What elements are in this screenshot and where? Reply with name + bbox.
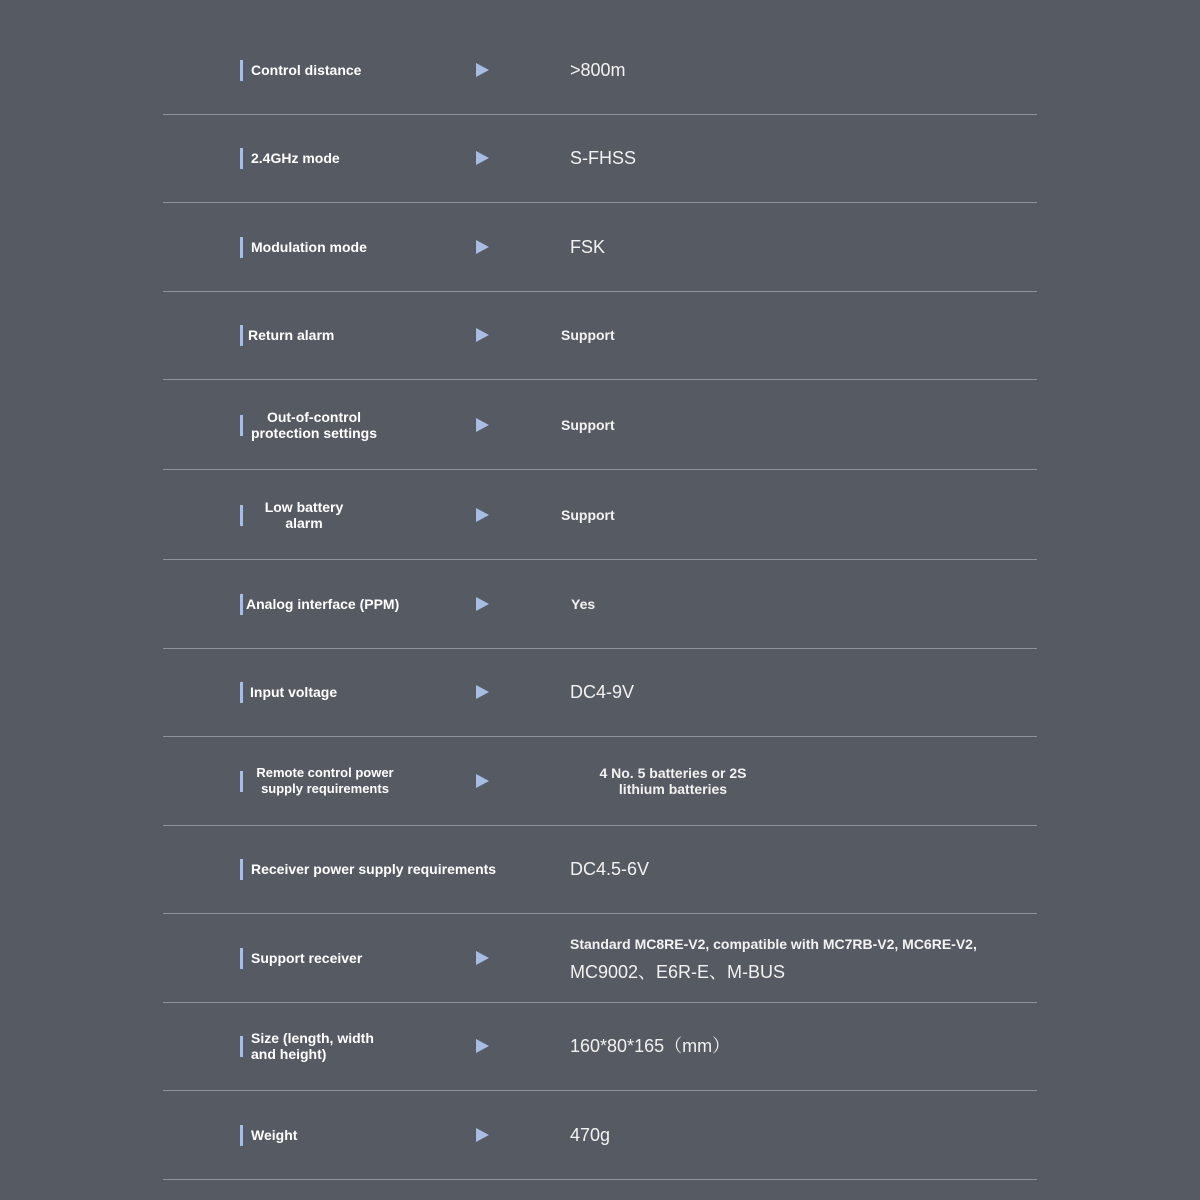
spec-value: Support <box>561 327 615 344</box>
play-arrow-icon <box>476 63 489 77</box>
spec-row-2-4ghz-mode <box>163 115 1037 204</box>
spec-value: 470g <box>570 1124 611 1145</box>
spec-value: Support <box>561 506 615 523</box>
play-arrow-icon <box>476 240 489 254</box>
spec-row-modulation-mode <box>163 203 1037 292</box>
spec-table <box>163 26 1037 1180</box>
spec-row-weight <box>163 1091 1037 1180</box>
spec-value: Yes <box>571 595 596 612</box>
spec-label: Receiver power supply requirements <box>251 861 497 878</box>
spec-row-input-voltage <box>163 649 1037 738</box>
spec-label: Analog interface (PPM) <box>246 595 400 612</box>
spec-label: Out-of-control protection settings <box>250 408 377 441</box>
row-marker-bar <box>240 325 243 346</box>
row-marker-bar <box>240 594 243 615</box>
play-arrow-icon <box>476 508 489 522</box>
play-arrow-icon <box>476 151 489 165</box>
row-marker-bar <box>240 237 243 258</box>
spec-label: Input voltage <box>250 684 338 701</box>
spec-label: Low battery alarm <box>264 498 344 531</box>
spec-value: >800m <box>570 59 626 80</box>
spec-value: DC4.5-6V <box>570 859 650 880</box>
play-arrow-icon <box>476 1039 489 1053</box>
play-arrow-icon <box>476 597 489 611</box>
spec-value: S-FHSS <box>570 148 637 169</box>
spec-value-line: Standard MC8RE-V2, compatible with MC7RB-V2, MC6RE-V2, <box>570 935 977 952</box>
row-marker-bar <box>240 682 243 703</box>
spec-value: FSK <box>570 236 606 257</box>
spec-label: Size (length, width and height) <box>251 1030 374 1063</box>
row-marker-bar <box>240 148 243 169</box>
spec-row-out-of-control-protection <box>163 380 1037 470</box>
spec-row-analog-interface <box>163 560 1037 649</box>
spec-value: Support <box>561 416 615 433</box>
spec-row-support-receiver <box>163 914 1037 1003</box>
row-marker-bar <box>240 771 243 792</box>
spec-row-size <box>163 1003 1037 1092</box>
row-marker-bar <box>240 948 243 969</box>
play-arrow-icon <box>476 328 489 342</box>
spec-value: 160*80*165（mm） <box>570 1036 731 1057</box>
spec-value: DC4-9V <box>570 682 635 703</box>
row-marker-bar <box>240 859 243 880</box>
play-arrow-icon <box>476 951 489 965</box>
spec-label: Return alarm <box>248 327 335 344</box>
row-marker-bar <box>240 1125 243 1146</box>
spec-label: Modulation mode <box>251 238 367 255</box>
spec-row-low-battery-alarm <box>163 470 1037 560</box>
spec-row-receiver-power-supply <box>163 826 1037 915</box>
row-marker-bar <box>240 1036 243 1057</box>
spec-value: 4 No. 5 batteries or 2S lithium batteries <box>599 764 747 797</box>
spec-label: Weight <box>251 1126 298 1143</box>
spec-label: Remote control power supply requirements <box>256 764 394 796</box>
play-arrow-icon <box>476 418 489 432</box>
spec-value <box>570 930 1020 986</box>
spec-row-return-alarm <box>163 292 1037 381</box>
spec-label: Control distance <box>251 61 362 78</box>
spec-value-line: MC9002、E6R-E、M-BUS <box>570 961 786 982</box>
row-marker-bar <box>240 60 243 81</box>
spec-row-control-distance <box>163 26 1037 115</box>
spec-label: Support receiver <box>251 949 363 966</box>
spec-label: 2.4GHz mode <box>251 150 340 167</box>
play-arrow-icon <box>476 685 489 699</box>
play-arrow-icon <box>476 1128 489 1142</box>
play-arrow-icon <box>476 774 489 788</box>
spec-row-remote-power-supply <box>163 737 1037 826</box>
